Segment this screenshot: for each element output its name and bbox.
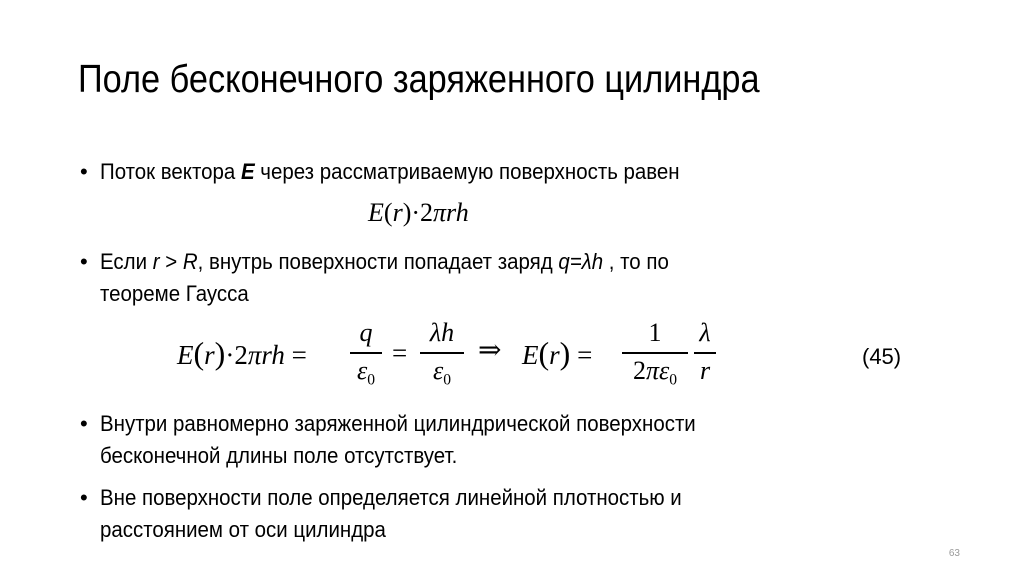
frac-bar	[622, 352, 688, 354]
bullet-3-line-2: бесконечной длины поле отсутствует.	[100, 443, 458, 468]
frac-bar	[420, 352, 464, 354]
bullet-1-post: через рассматриваемую поверхность равен	[254, 159, 680, 184]
vector-e: E	[240, 159, 255, 184]
frac-lambda-num: λ	[699, 318, 711, 347]
slide-title: Поле бесконечного заряженного цилиндра	[78, 58, 760, 101]
formula-gauss-lhs: E(r)·2πrh =	[177, 335, 307, 371]
frac-q-den: $\varepsilon_0$	[356, 356, 376, 389]
equation-number: (45)	[862, 344, 902, 369]
formula-gauss-rhs: E(r) =	[522, 335, 593, 371]
frac-q-num: q	[359, 318, 373, 347]
frac-1-den: $2\pi\varepsilon_0$	[632, 356, 678, 389]
frac-lh-num: λh	[429, 318, 455, 347]
frac-lambda-den: r	[699, 356, 711, 385]
implies-arrow: ⇒	[478, 335, 502, 366]
bullet-2-text	[100, 246, 669, 278]
bullet-2-pre: Если	[100, 249, 153, 274]
bullet-2-mid: , внутрь поверхности попадает заряд	[197, 249, 559, 274]
bullet-4-line-1: Вне поверхности поле определяется линейной плотностью и	[100, 485, 682, 510]
page-number: 63	[948, 548, 960, 559]
frac-1-num: 1	[648, 318, 662, 347]
bullet-1-pre: Поток вектора	[100, 159, 241, 184]
bullet-3-line-1: Внутри равномерно заряженной цилиндрической поверхности	[100, 411, 696, 436]
bullet-1-text	[100, 156, 680, 188]
bullet-2-post: , то по	[603, 249, 669, 274]
bullet-marker: •	[80, 411, 88, 436]
charge-expression: q=λh	[558, 249, 604, 274]
var-r: r	[152, 249, 160, 274]
bullet-marker: •	[80, 249, 88, 274]
equals-sign: =	[392, 338, 408, 368]
formula-flux: E(r)·2πrh	[368, 198, 469, 227]
gt-sign: >	[159, 249, 183, 274]
bullet-2-line-2: теореме Гаусса	[100, 281, 249, 306]
frac-bar	[350, 352, 382, 354]
bullet-marker: •	[80, 159, 88, 184]
frac-lh-den: $\varepsilon_0$	[432, 356, 452, 389]
frac-bar	[694, 352, 716, 354]
bullet-marker: •	[80, 485, 88, 510]
var-R: R	[182, 249, 198, 274]
bullet-4-line-2: расстоянием от оси цилиндра	[100, 517, 386, 542]
